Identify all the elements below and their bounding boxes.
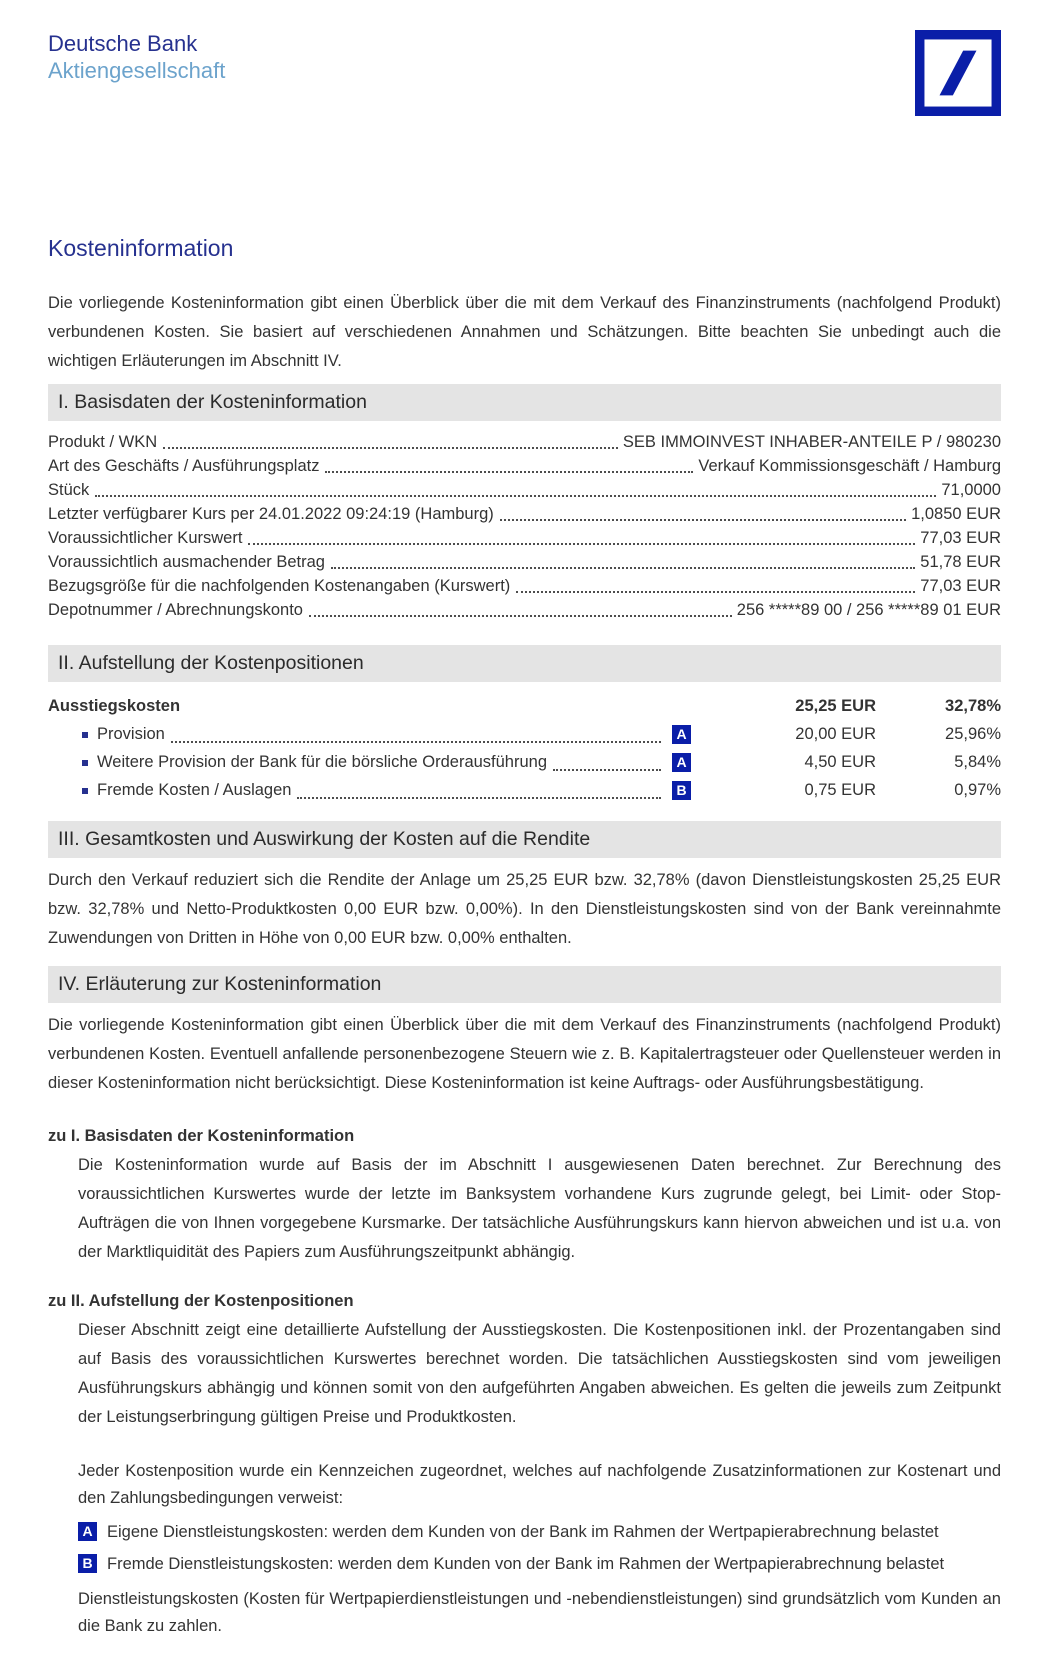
cost-row-label: Provision <box>97 725 165 743</box>
kv-label: Voraussichtlicher Kurswert <box>48 529 243 547</box>
cost-row-pct: 5,84% <box>954 753 1001 771</box>
basisdaten-list <box>48 430 1001 622</box>
dotted-leader <box>553 769 661 771</box>
cost-row-provision <box>48 720 1001 748</box>
kennzeichen-item-a <box>78 1520 1001 1544</box>
subsection-2-text: Dieser Abschnitt zeigt eine detaillierte Aufstellung der Ausstiegskosten. Die Kostenpositionen inkl. der Prozentangaben sind auf Basis des voraussichtlichen Kurswertes berechnet worden. Die tatsächlichen Ausstiegskosten sind vom jeweiligen Ausführungskurs abhängig und können somit von den aufgeführten Angaben abweichen. Es gelten die jeweils zum Zeitpunkt der Leistungserbringung gültigen Preise und Produktkosten. <box>78 1321 1001 1426</box>
cost-kennzeichen-badge: A <box>672 753 691 772</box>
dotted-leader <box>171 741 661 743</box>
section-2-header: II. Aufstellung der Kostenpositionen <box>48 645 1001 682</box>
kv-row-kurswert <box>48 526 1001 550</box>
section-3-header: III. Gesamtkosten und Auswirkung der Kosten auf die Rendite <box>48 821 1001 858</box>
dotted-leader <box>163 447 618 449</box>
kennzeichen-outro: Dienstleistungskosten (Kosten für Wertpapierdienstleistungen und -nebendienstleistungen) sind grundsätzlich vom Kunden an die Bank zu zahlen. <box>78 1590 1001 1635</box>
kennzeichen-item-text: Fremde Dienstleistungskosten: werden dem Kunden von der Bank im Rahmen der Wertpapierabrechnung belastet <box>107 1555 945 1573</box>
cost-row-label: Fremde Kosten / Auslagen <box>97 781 292 799</box>
document-header <box>48 30 1001 116</box>
dotted-leader <box>309 615 732 617</box>
cost-row-eur: 4,50 EUR <box>804 753 876 771</box>
cost-row-pct: 0,97% <box>954 781 1001 799</box>
kv-label: Depotnummer / Abrechnungskonto <box>48 601 303 619</box>
kennzeichen-badge-b: B <box>78 1554 97 1573</box>
brand-subtitle: Aktiengesellschaft <box>48 58 226 83</box>
kennzeichen-item-text: Eigene Dienstleistungskosten: werden dem Kunden von der Bank im Rahmen der Wertpapierabrechnung belastet <box>107 1523 939 1541</box>
kennzeichen-item-b <box>78 1552 1001 1576</box>
kv-value: 77,03 EUR <box>920 529 1001 547</box>
cost-group-eur: 25,25 EUR <box>795 697 876 715</box>
subsection-1-text: Die Kosteninformation wurde auf Basis der im Abschnitt I ausgewiesenen Daten berechnet. Zur Berechnung des voraussichtlichen Kurswertes wurde der letzte im Banksystem vorhandene Kurs zugrunde gelegt, bei Limit- oder Stop-Aufträgen die von Ihnen vorgegebene Kursmarke. Der tatsächliche Ausführungskurs kann hiervon abweichen und ist u.a. von der Marktliquidität des Papiers zum Ausführungszeitpunkt abhängig. <box>78 1156 1001 1261</box>
kv-value: 71,0000 <box>941 481 1001 499</box>
kv-value: 77,03 EUR <box>920 577 1001 595</box>
kv-value: 256 *****89 00 / 256 *****89 01 EUR <box>736 601 1001 619</box>
dotted-leader <box>500 519 906 521</box>
kv-row-betrag <box>48 550 1001 574</box>
cost-row-weitere-provision <box>48 748 1001 776</box>
kennzeichen-badge-a: A <box>78 1522 97 1541</box>
square-bullet-icon <box>82 732 88 738</box>
subsection-2-heading: zu II. Aufstellung der Kostenpositionen <box>48 1292 354 1310</box>
cost-kennzeichen-badge: A <box>672 725 691 744</box>
cost-group-row <box>48 692 1001 720</box>
kennzeichen-intro: Jeder Kostenposition wurde ein Kennzeichen zugeordnet, welches auf nachfolgende Zusatzinformationen zur Kostenart und den Zahlungsbedingungen verweist: <box>78 1462 1001 1507</box>
brand-name: Deutsche Bank <box>48 31 198 56</box>
kv-label: Produkt / WKN <box>48 433 158 451</box>
kv-label: Stück <box>48 481 90 499</box>
kv-row-geschaeftsart <box>48 454 1001 478</box>
section-3-paragraph: Durch den Verkauf reduziert sich die Rendite der Anlage um 25,25 EUR bzw. 32,78% (davon Dienstleistungskosten 25,25 EUR bzw. 32,78% und Netto-Produktkosten 0,00 EUR bzw. 0,00%). In den Dienstleistungskosten sind von der Bank vereinnahmte Zuwendungen von Dritten in Höhe von 0,00 EUR bzw. 0,00% enthalten. <box>48 871 1001 947</box>
section-4-paragraph: Die vorliegende Kosteninformation gibt einen Überblick über die mit dem Verkauf des Finanzinstruments (nachfolgend Produkt) verbundenen Kosten. Eventuell anfallende personenbezogene Steuern wie z. B. Kapitalertragsteuer oder Quellensteuer werden in dieser Kosteninformation nicht berücksichtigt. Diese Kosteninformation ist keine Auftrags- oder Ausführungsbestätigung. <box>48 1016 1001 1092</box>
dotted-leader <box>331 567 915 569</box>
brand-wordmark <box>48 30 225 84</box>
kv-row-bezugsgroesse <box>48 574 1001 598</box>
subsection-1-heading: zu I. Basisdaten der Kosteninformation <box>48 1127 355 1145</box>
cost-row-fremde-kosten <box>48 776 1001 804</box>
dotted-leader <box>297 797 661 799</box>
kv-label: Bezugsgröße für die nachfolgenden Kostenangaben (Kurswert) <box>48 577 511 595</box>
cost-row-eur: 20,00 EUR <box>795 725 876 743</box>
square-bullet-icon <box>82 760 88 766</box>
kv-value: 1,0850 EUR <box>911 505 1001 523</box>
kv-row-depotnummer <box>48 598 1001 622</box>
dotted-leader <box>248 543 915 545</box>
kv-label: Art des Geschäfts / Ausführungsplatz <box>48 457 320 475</box>
cost-row-pct: 25,96% <box>945 725 1001 743</box>
page-title: Kosteninformation <box>48 235 234 261</box>
kv-label: Voraussichtlich ausmachender Betrag <box>48 553 325 571</box>
deutsche-bank-logo-icon <box>915 30 1001 116</box>
section-1-header: I. Basisdaten der Kosteninformation <box>48 384 1001 421</box>
section-4-header: IV. Erläuterung zur Kosteninformation <box>48 966 1001 1003</box>
cost-kennzeichen-badge: B <box>672 781 691 800</box>
dotted-leader <box>516 591 915 593</box>
kv-value: SEB IMMOINVEST INHABER-ANTEILE P / 980230 <box>622 433 1001 451</box>
dotted-leader <box>325 471 693 473</box>
kostenpositionen-table <box>48 692 1001 804</box>
kv-label: Letzter verfügbarer Kurs per 24.01.2022 09:24:19 (Hamburg) <box>48 505 494 523</box>
cost-group-pct: 32,78% <box>945 697 1001 715</box>
cost-group-label: Ausstiegskosten <box>48 697 181 715</box>
kv-value: Verkauf Kommissionsgeschäft / Hamburg <box>698 457 1001 475</box>
square-bullet-icon <box>82 788 88 794</box>
intro-paragraph: Die vorliegende Kosteninformation gibt einen Überblick über die mit dem Verkauf des Finanzinstruments (nachfolgend Produkt) verbundenen Kosten. Sie basiert auf verschiedenen Annahmen und Schätzungen. Bitte beachten Sie unbedingt auch die wichtigen Erläuterungen im Abschnitt IV. <box>48 294 1001 370</box>
kv-row-stueck <box>48 478 1001 502</box>
kv-row-produkt-wkn <box>48 430 1001 454</box>
kv-value: 51,78 EUR <box>920 553 1001 571</box>
cost-row-label: Weitere Provision der Bank für die börsliche Orderausführung <box>97 753 548 771</box>
cost-row-eur: 0,75 EUR <box>804 781 876 799</box>
kv-row-letzter-kurs <box>48 502 1001 526</box>
dotted-leader <box>95 495 936 497</box>
